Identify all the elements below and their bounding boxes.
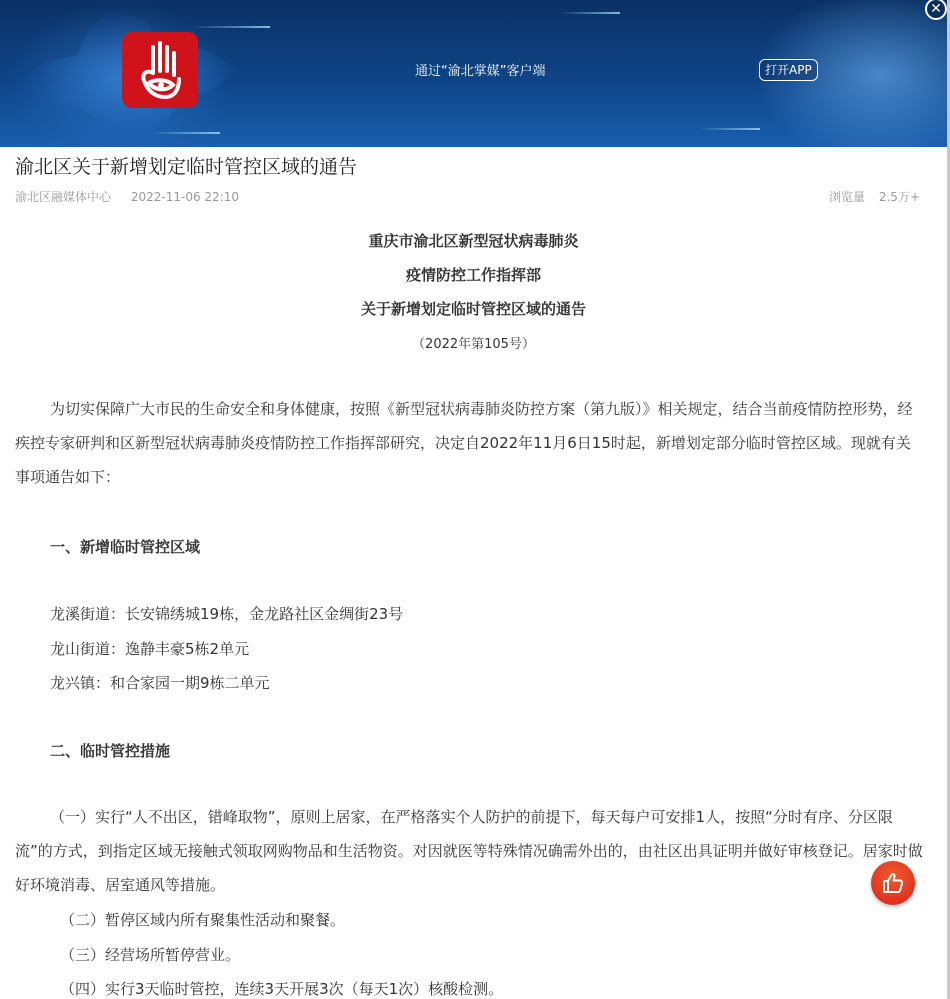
- close-icon[interactable]: ✕: [925, 0, 947, 20]
- area-item: 龙兴镇：和合家园一期9栋二单元: [50, 674, 270, 692]
- app-download-banner[interactable]: [0, 0, 947, 147]
- views-value: 2.5万+: [878, 190, 920, 204]
- notice-heading-line-3: 关于新增划定临时管控区域的通告: [360, 300, 586, 318]
- notice-heading-line-2: 疫情防控工作指挥部: [405, 266, 541, 284]
- area-item: 龙溪街道：长安锦绣城19栋，金龙路社区金绸街23号: [50, 605, 404, 623]
- intro-paragraph: 为切实保障广大市民的生命安全和身体健康，按照《新型冠状病毒肺炎防控方案（第九版）》相关规定，结合当前疫情防控形势，经疾控专家研判和区新型冠状病毒肺炎疫情防控工作指挥部研究，决定自2022年11月6日15时起，新增划定部分临时管控区域。现就有关事项通告如下：: [15, 400, 913, 486]
- area-item: 龙山街道：逸静丰豪5栋2单元: [50, 640, 250, 658]
- decor-line: [150, 132, 220, 134]
- thumbs-up-icon: [881, 871, 905, 895]
- section-heading-1: 一、新增临时管控区域: [50, 538, 201, 556]
- like-button[interactable]: [871, 861, 915, 905]
- article-meta: [15, 188, 239, 205]
- notice-heading-line-1: 重庆市渝北区新型冠状病毒肺炎: [368, 232, 579, 250]
- article-datetime: 2022-11-06 22:10: [130, 190, 239, 204]
- hand-eye-logo-icon[interactable]: [122, 32, 198, 108]
- measure-item: （四）实行3天临时管控，连续3天开展3次（每天1次）核酸检测。: [60, 980, 504, 998]
- article-source: 渝北区融媒体中心: [15, 190, 112, 204]
- decor-line: [700, 128, 760, 130]
- banner-promo-text: 通过“渝北掌媒”客户端: [415, 64, 546, 79]
- decor-line: [560, 12, 620, 14]
- view-count: [829, 188, 920, 205]
- views-label: 浏览量: [829, 190, 866, 204]
- article-title: 渝北区关于新增划定临时管控区域的通告: [15, 156, 358, 178]
- open-app-button[interactable]: 打开APP: [759, 59, 818, 81]
- section-heading-2: 二、临时管控措施: [50, 742, 171, 760]
- decor-line: [190, 26, 270, 28]
- measure-item: （二）暂停区域内所有聚集性活动和聚餐。: [60, 911, 346, 929]
- measure-item: （三）经营场所暂停营业。: [60, 946, 241, 964]
- measure-item: （一）实行“人不出区，错峰取物”，原则上居家，在严格落实个人防护的前提下，每天每户可安排1人，按照“分时有序、分区限流”的方式，到指定区域无接触式领取网购物品和生活物资。对因就医等特殊情况确需外出的，由社区出具证明并做好审核登记。居家时做好环境消毒、居室通风等措施。: [15, 808, 923, 894]
- doc-number: （2022年第105号）: [412, 337, 535, 352]
